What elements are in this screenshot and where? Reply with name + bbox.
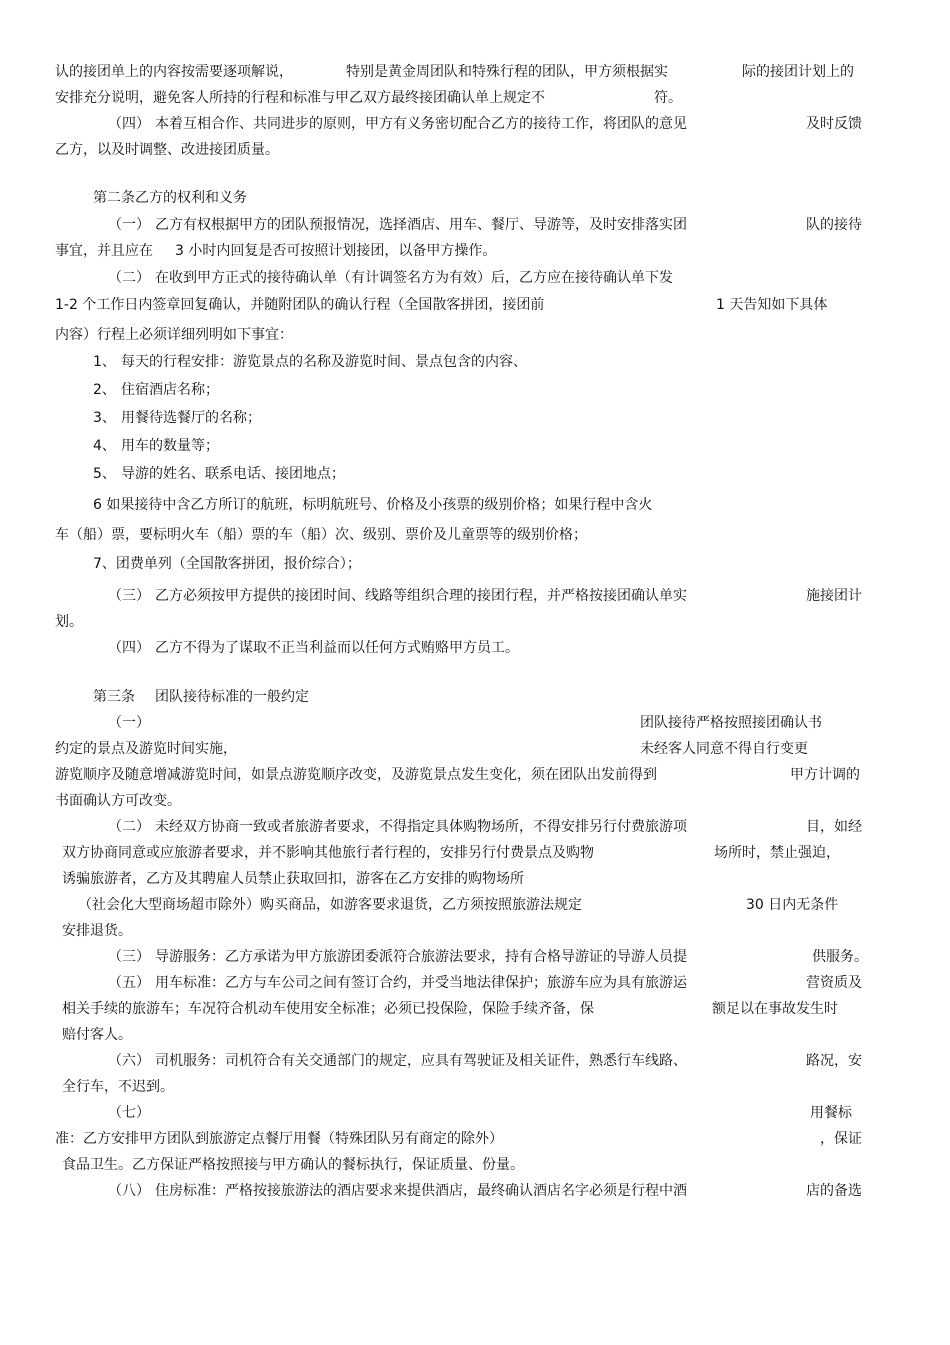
text-line: 团队接待标准的一般约定 [155, 689, 309, 705]
text-line: 用餐标 [810, 1105, 852, 1121]
text-line: 诱骗旅游者，乙方及其聘雇人员禁止获取回扣，游客在乙方安排的购物场所 [62, 871, 524, 887]
text-line: 特别是黄金周团队和特殊行程的团队，甲方须根据实 [346, 64, 668, 80]
text-line: 店的备选 [806, 1183, 862, 1199]
text-line: 准：乙方安排甲方团队到旅游定点餐厅用餐（特殊团队另有商定的除外） [55, 1131, 503, 1147]
text-line: 用车标准：乙方与车公司之间有签订合约，并受当地法律保护；旅游车应为具有旅游运 [155, 975, 687, 991]
text-line: 游览顺序及随意增减游览时间，如景点游览顺序改变，及游览景点发生变化，须在团队出发前得到 [55, 767, 657, 783]
text-line: 30 日内无条件 [746, 897, 839, 913]
text-line: 书面确认方可改变。 [55, 793, 181, 809]
text-line: （八） [108, 1183, 150, 1199]
text-line: 乙方有权根据甲方的团队预报情况，选择酒店、用车、餐厅、导游等，及时安排落实团 [155, 217, 687, 233]
text-line: 内容）行程上必须详细列明如下事宜： [55, 327, 293, 343]
text-line: 本着互相合作、共同进步的原则，甲方有义务密切配合乙方的接待工作，将团队的意见 [155, 116, 687, 132]
text-line: 每天的行程安排：游览景点的名称及游览时间、景点包含的内容、 [121, 354, 527, 370]
text-line: 5、 [93, 466, 116, 482]
text-line: 赔付客人。 [62, 1027, 132, 1043]
text-line: （五） [108, 975, 150, 991]
text-line: 队的接待 [806, 217, 862, 233]
text-line: （社会化大型商场超市除外）购买商品，如游客要求退货，乙方须按照旅游法规定 [78, 897, 582, 913]
text-line: 甲方计调的 [790, 767, 860, 783]
text-line: 未经双方协商一致或者旅游者要求，不得指定具体购物场所，不得安排另行付费旅游项 [155, 819, 687, 835]
text-line: （七） [108, 1105, 150, 1121]
text-line: 全行车，不迟到。 [62, 1079, 174, 1095]
text-line: 1-2 个工作日内签章回复确认，并随附团队的确认行程（全国散客拼团，接团前 [55, 297, 545, 313]
text-line: 用车的数量等； [121, 438, 219, 454]
text-line: 际的接团计划上的 [742, 64, 854, 80]
text-line: （三） [108, 949, 150, 965]
text-line: （二） [108, 270, 150, 286]
text-line: 安排退货。 [62, 923, 132, 939]
text-line: 1 天告知如下具体 [716, 297, 828, 313]
text-line: 划。 [55, 614, 83, 630]
text-line: 认的接团单上的内容按需要逐项解说， [55, 64, 293, 80]
text-line: （三） [108, 588, 150, 604]
text-line: 团队接待严格按照接团确认书 [640, 715, 822, 731]
text-line: 用餐待选餐厅的名称； [121, 410, 261, 426]
text-line: 6 如果接待中含乙方所订的航班，标明航班号、价格及小孩票的级别价格；如果行程中含火 [93, 497, 653, 513]
text-line: 2、 [93, 382, 116, 398]
text-line: 符。 [654, 90, 682, 106]
text-line: 场所时，禁止强迫， [714, 845, 840, 861]
text-line: 营资质及 [806, 975, 862, 991]
text-line: 1、 [93, 354, 116, 370]
text-line: 路况，安 [806, 1053, 862, 1069]
text-line: 目，如经 [806, 819, 862, 835]
text-line: 7、团费单列（全国散客拼团，报价综合）； [93, 556, 361, 572]
text-line: 及时反馈 [806, 116, 862, 132]
text-line: 第二条乙方的权利和义务 [93, 190, 247, 206]
text-line: 车（船）票，要标明火车（船）票的车（船）次、级别、票价及儿童票等的级别价格； [55, 527, 587, 543]
text-line: 约定的景点及游览时间实施， [55, 741, 237, 757]
text-line: 导游的姓名、联系电话、接团地点； [121, 466, 345, 482]
text-line: 第三条 [93, 689, 135, 705]
text-line: 事宜，并且应在 [55, 243, 153, 259]
text-line: 乙方不得为了谋取不正当利益而以任何方式贿赂甲方员工。 [155, 640, 519, 656]
text-line: 在收到甲方正式的接待确认单（有计调签名方为有效）后，乙方应在接待确认单下发 [155, 270, 673, 286]
text-line: 施接团计 [806, 588, 862, 604]
text-line: （四） [108, 640, 150, 656]
text-line: （六） [108, 1053, 150, 1069]
text-line: 食品卫生。乙方保证严格按照接与甲方确认的餐标执行，保证质量、份量。 [62, 1157, 524, 1173]
text-line: （二） [108, 819, 150, 835]
text-line: 3 小时内回复是否可按照计划接团，以备甲方操作。 [175, 243, 497, 259]
text-line: 双方协商同意或应旅游者要求，并不影响其他旅行者行程的，安排另行付费景点及购物 [62, 845, 594, 861]
text-line: 乙方，以及时调整、改进接团质量。 [55, 142, 279, 158]
text-line: 住宿酒店名称； [121, 382, 219, 398]
text-line: 相关手续的旅游车；车况符合机动车使用安全标准；必须已投保险，保险手续齐备，保 [62, 1001, 594, 1017]
text-line: （四） [108, 116, 150, 132]
text-line: 供服务。 [812, 949, 868, 965]
text-line: 乙方必须按甲方提供的接团时间、线路等组织合理的接团行程，并严格按接团确认单实 [155, 588, 687, 604]
text-line: 导游服务：乙方承诺为甲方旅游团委派符合旅游法要求，持有合格导游证的导游人员提 [155, 949, 687, 965]
text-line: 4、 [93, 438, 116, 454]
text-line: （一） [108, 217, 150, 233]
text-line: 安排充分说明，避免客人所持的行程和标准与甲乙双方最终接团确认单上规定不 [55, 90, 545, 106]
text-line: 司机服务：司机符合有关交通部门的规定，应具有驾驶证及相关证件，熟悉行车线路、 [155, 1053, 687, 1069]
text-line: 住房标准：严格按接旅游法的酒店要求来提供酒店，最终确认酒店名字必须是行程中酒 [155, 1183, 687, 1199]
text-line: 额足以在事故发生时 [712, 1001, 838, 1017]
text-line: 3、 [93, 410, 116, 426]
text-line: ，保证 [820, 1131, 862, 1147]
text-line: （一） [108, 715, 150, 731]
text-line: 未经客人同意不得自行变更 [640, 741, 808, 757]
